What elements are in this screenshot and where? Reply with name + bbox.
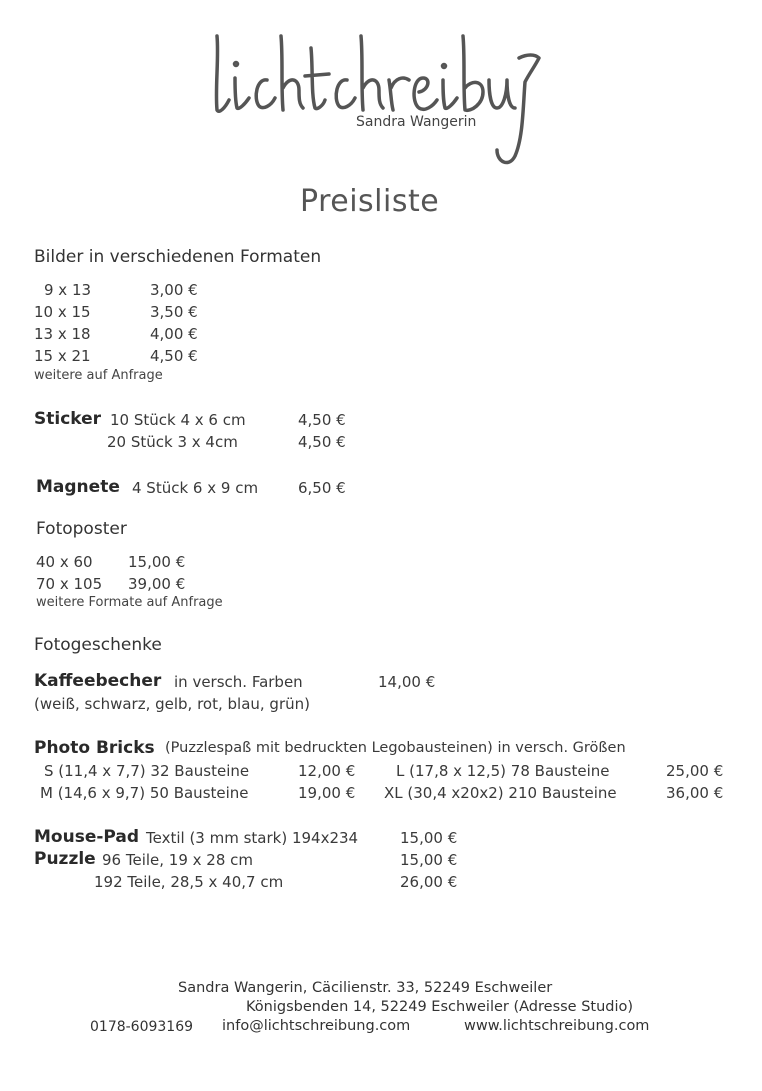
puzzle-price: 15,00 € xyxy=(400,851,458,869)
bricks-item: XL (30,4 x20x2) 210 Bausteine xyxy=(384,784,617,802)
bilder-price: 4,50 € xyxy=(150,347,198,365)
puzzle-desc: 192 Teile, 28,5 x 40,7 cm xyxy=(94,873,284,891)
fotoposter-size: 40 x 60 xyxy=(36,553,93,571)
bricks-price: 25,00 € xyxy=(666,762,724,780)
lichtschreibung-logo xyxy=(205,18,545,168)
kaffeebecher-colors: (weiß, schwarz, gelb, rot, blau, grün) xyxy=(34,695,310,713)
bricks-price: 12,00 € xyxy=(298,762,356,780)
bricks-item: M (14,6 x 9,7) 50 Bausteine xyxy=(40,784,249,802)
footer-phone: 0178-6093169 xyxy=(90,1019,194,1035)
fotoposter-heading: Fotoposter xyxy=(36,519,127,539)
magnete-price: 6,50 € xyxy=(298,479,346,497)
mousepad-desc: Textil (3 mm stark) 194x234 xyxy=(146,829,359,847)
bricks-item: L (17,8 x 12,5) 78 Bausteine xyxy=(396,762,610,780)
magnete-label: Magnete xyxy=(36,477,120,497)
bilder-size: 15 x 21 xyxy=(34,347,91,365)
bricks-label: Photo Bricks xyxy=(34,738,155,758)
kaffeebecher-desc: in versch. Farben xyxy=(174,673,303,691)
magnete-desc: 4 Stück 6 x 9 cm xyxy=(132,479,259,497)
fotoposter-price: 39,00 € xyxy=(128,575,186,593)
fotoposter-size: 70 x 105 xyxy=(36,575,103,593)
bilder-price: 3,00 € xyxy=(150,281,198,299)
page-title: Preisliste xyxy=(300,184,440,219)
kaffeebecher-price: 14,00 € xyxy=(378,673,436,691)
bilder-price: 3,50 € xyxy=(150,303,198,321)
fotoposter-price: 15,00 € xyxy=(128,553,186,571)
footer-studio-address: Königsbenden 14, 52249 Eschweiler (Adresse Studio) xyxy=(246,999,634,1015)
bricks-price: 19,00 € xyxy=(298,784,356,802)
puzzle-price: 26,00 € xyxy=(400,873,458,891)
bilder-size: 9 x 13 xyxy=(44,281,92,299)
logo-subtitle: Sandra Wangerin xyxy=(356,114,477,130)
mousepad-price: 15,00 € xyxy=(400,829,458,847)
bilder-price: 4,00 € xyxy=(150,325,198,343)
bilder-heading: Bilder in verschiedenen Formaten xyxy=(34,247,322,267)
sticker-desc: 10 Stück 4 x 6 cm xyxy=(110,411,246,429)
sticker-label: Sticker xyxy=(34,409,102,429)
fotoposter-note: weitere Formate auf Anfrage xyxy=(36,595,223,610)
mousepad-label: Mouse-Pad xyxy=(34,827,140,847)
bilder-size: 13 x 18 xyxy=(34,325,91,343)
fotogeschenke-heading: Fotogeschenke xyxy=(34,635,162,655)
sticker-price: 4,50 € xyxy=(298,411,346,429)
footer-email[interactable]: info@lichtschreibung.com xyxy=(222,1018,411,1034)
footer-address: Sandra Wangerin, Cäcilienstr. 33, 52249 Eschweiler xyxy=(178,980,553,996)
bricks-item: S (11,4 x 7,7) 32 Bausteine xyxy=(44,762,250,780)
puzzle-desc: 96 Teile, 19 x 28 cm xyxy=(102,851,254,869)
puzzle-label: Puzzle xyxy=(34,849,96,869)
bricks-price: 36,00 € xyxy=(666,784,724,802)
bricks-desc: (Puzzlespaß mit bedruckten Legobausteinen) in versch. Größen xyxy=(165,740,626,756)
kaffeebecher-label: Kaffeebecher xyxy=(34,671,162,691)
bilder-size: 10 x 15 xyxy=(34,303,91,321)
sticker-desc: 20 Stück 3 x 4cm xyxy=(107,433,238,451)
footer-website[interactable]: www.lichtschreibung.com xyxy=(464,1018,650,1034)
bilder-note: weitere auf Anfrage xyxy=(34,368,163,383)
sticker-price: 4,50 € xyxy=(298,433,346,451)
